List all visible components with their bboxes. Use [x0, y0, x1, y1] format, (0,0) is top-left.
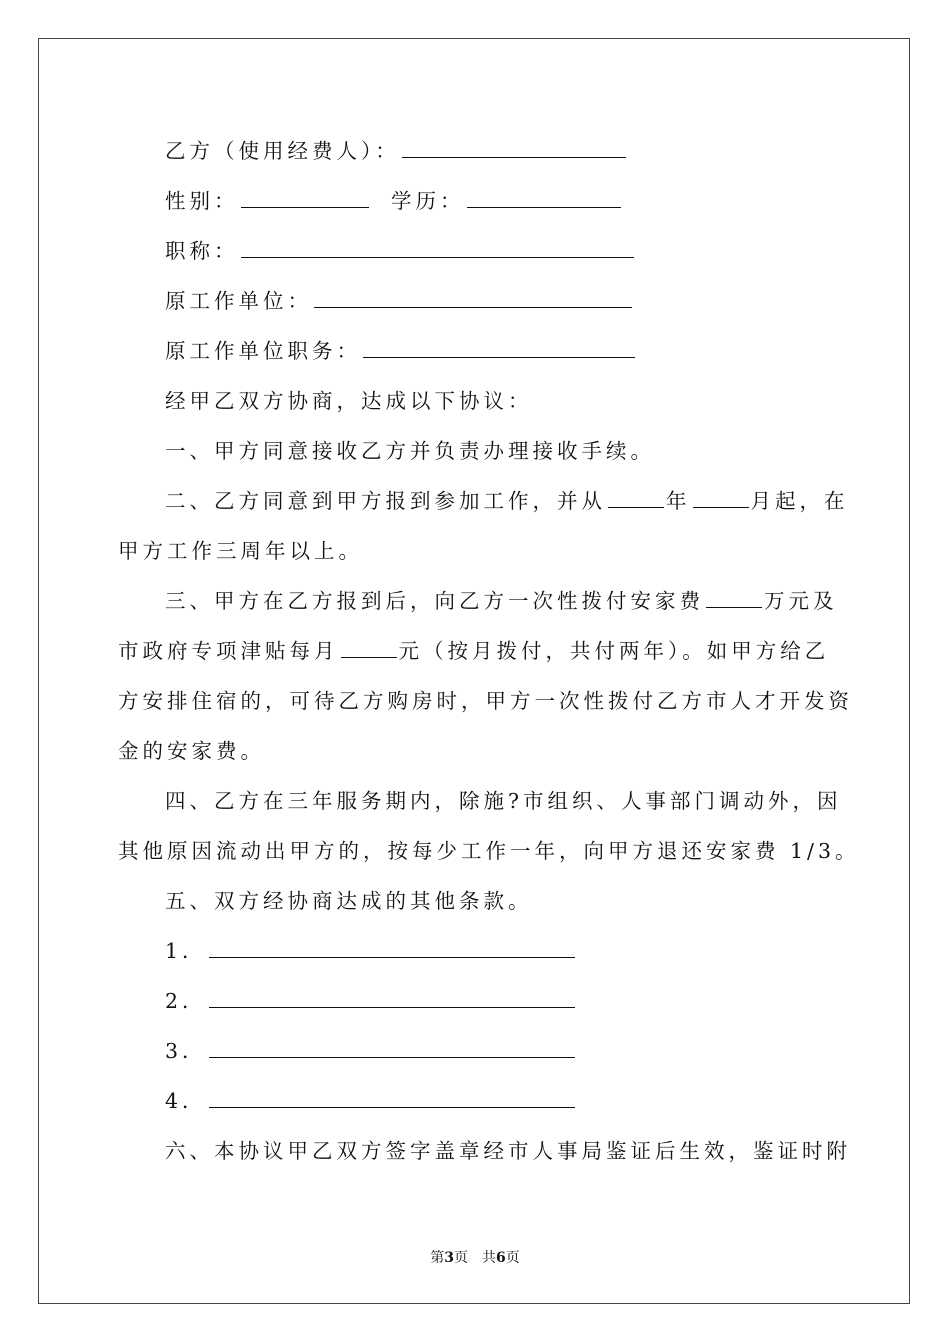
- clause-2-line-2: 甲方工作三周年以上。: [118, 539, 363, 563]
- item-number: 1．: [165, 939, 207, 963]
- clause-2-text-a: 二、乙方同意到甲方报到参加工作，并从: [165, 489, 606, 513]
- item-number: 4．: [165, 1089, 207, 1113]
- month-blank: [693, 489, 749, 508]
- other-item-2: [165, 987, 577, 1015]
- party-b-line: [165, 137, 628, 165]
- orig-position-blank: [363, 339, 635, 358]
- item-number: 2．: [165, 989, 207, 1013]
- orig-unit-line: [165, 287, 634, 315]
- title-blank: [241, 239, 634, 258]
- clause-1: 一、甲方同意接收乙方并负责办理接收手续。: [165, 439, 655, 463]
- clause-3-text-a: 三、甲方在乙方报到后，向乙方一次性拨付安家费: [165, 589, 704, 613]
- item-blank: [209, 1039, 575, 1058]
- intro-line: 经甲乙双方协商，达成以下协议：: [165, 389, 533, 413]
- year-blank: [608, 489, 664, 508]
- clause-3-line-2: [118, 637, 829, 665]
- footer-suffix: 页: [505, 1250, 520, 1266]
- gender-education-line: [165, 187, 623, 215]
- footer-middle: 页 共: [454, 1250, 496, 1266]
- page-number: 3: [444, 1250, 454, 1266]
- clause-3-text-c: 市政府专项津贴每月: [118, 639, 339, 663]
- item-blank: [209, 1089, 575, 1108]
- item-blank: [209, 939, 575, 958]
- party-b-blank: [402, 139, 626, 158]
- item-blank: [209, 989, 575, 1008]
- orig-position-line: [165, 337, 637, 365]
- title-line: [165, 237, 636, 265]
- clause-3-line-3: 方安排住宿的，可待乙方购房时，甲方一次性拨付乙方市人才开发资: [118, 689, 853, 713]
- footer-prefix: 第: [430, 1250, 445, 1266]
- clause-2-year: 年: [666, 489, 691, 513]
- clause-2-line-1: [165, 487, 849, 515]
- title-label: 职称：: [165, 239, 239, 263]
- gender-label: 性别：: [165, 189, 239, 213]
- orig-unit-blank: [314, 289, 632, 308]
- clause-6: 六、本协议甲乙双方签字盖章经市人事局鉴证后生效，鉴证时附: [165, 1139, 851, 1163]
- clause-3-text-d: 元（按月拨付，共付两年）。如甲方给乙: [398, 639, 830, 663]
- allowance-blank: [341, 639, 397, 658]
- clause-3-line-4: 金的安家费。: [118, 739, 265, 763]
- clause-2-text-c: 月起，在: [750, 489, 849, 513]
- clause-4-line-1: 四、乙方在三年服务期内，除施?市组织、人事部门调动外，因: [165, 789, 842, 813]
- page-footer: [0, 1247, 950, 1267]
- settlement-blank: [706, 589, 762, 608]
- party-b-label: 乙方（使用经费人）：: [165, 139, 400, 163]
- orig-unit-label: 原工作单位：: [165, 289, 312, 313]
- other-item-3: [165, 1037, 577, 1065]
- item-number: 3．: [165, 1039, 207, 1063]
- clause-5: 五、双方经协商达成的其他条款。: [165, 889, 533, 913]
- gender-blank: [241, 189, 369, 208]
- education-label: 学历：: [391, 189, 465, 213]
- other-item-1: [165, 937, 577, 965]
- orig-position-label: 原工作单位职务：: [165, 339, 361, 363]
- education-blank: [467, 189, 621, 208]
- clause-3-text-b: 万元及: [764, 589, 838, 613]
- clause-3-line-1: [165, 587, 838, 615]
- other-item-4: [165, 1087, 577, 1115]
- total-pages: 6: [496, 1250, 506, 1266]
- clause-4-line-2: 其他原因流动出甲方的，按每少工作一年，向甲方退还安家费 1/3。: [118, 839, 860, 863]
